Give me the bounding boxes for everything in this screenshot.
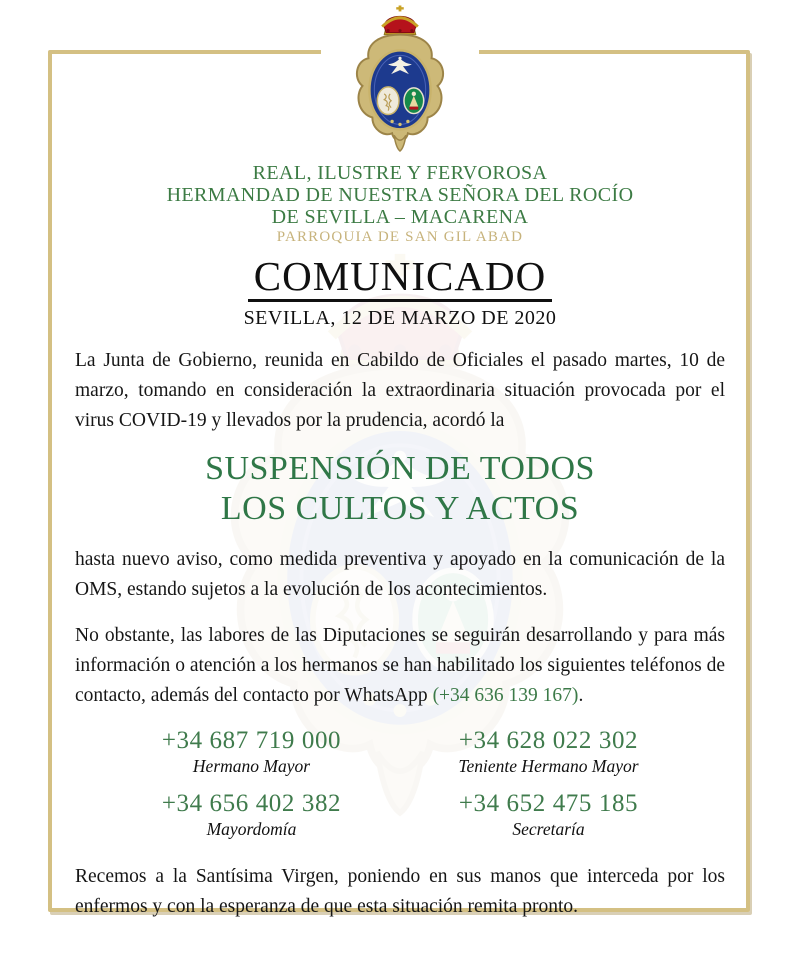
contact-teniente-hermano-mayor bbox=[407, 727, 690, 777]
contact-hermano-mayor bbox=[110, 727, 393, 777]
paragraph-contact-prefix: No obstante, las labores de las Diputaciones se seguirán desarrollando y para más información o atención a los hermanos se han habilitado los siguientes teléfonos de contacto, además del contacto por WhatsApp bbox=[75, 625, 725, 706]
contact-secretaria bbox=[407, 790, 690, 840]
phone-role-label: Secretaría bbox=[512, 819, 585, 839]
organization-header bbox=[0, 162, 800, 247]
org-name-line2: HERMANDAD DE NUESTRA SEÑORA DEL ROCÍO bbox=[166, 184, 634, 206]
phone-role-label: Hermano Mayor bbox=[192, 756, 311, 776]
phone-number: +34 628 022 302 bbox=[458, 727, 639, 754]
page-title-text: COMUNICADO bbox=[248, 254, 552, 302]
phone-number: +34 652 475 185 bbox=[458, 790, 639, 817]
parish-subtitle: PARROQUIA DE SAN GIL ABAD bbox=[276, 229, 524, 245]
brotherhood-crest-icon bbox=[321, 5, 479, 155]
contact-phone-grid bbox=[110, 727, 690, 840]
contact-mayordomia bbox=[110, 790, 393, 840]
paragraph-contact-info bbox=[75, 621, 725, 711]
whatsapp-phone-number: (+34 636 139 167) bbox=[432, 685, 579, 706]
suspension-headline bbox=[0, 449, 800, 529]
phone-number: +34 687 719 000 bbox=[161, 727, 342, 754]
phone-role-label: Mayordomía bbox=[206, 819, 297, 839]
phone-number: +34 656 402 382 bbox=[161, 790, 342, 817]
page-title bbox=[0, 254, 800, 302]
org-name-line1: REAL, ILUSTRE Y FERVOROSA bbox=[252, 162, 548, 184]
phone-role-label: Teniente Hermano Mayor bbox=[458, 756, 639, 776]
suspension-headline-line2: LOS CULTOS Y ACTOS bbox=[220, 490, 580, 527]
paragraph-closing-prayer: Recemos a la Santísima Virgen, poniendo en sus manos que interceda por los enfermos y con la esperanza de que esta situación remita pronto. bbox=[75, 866, 725, 917]
paragraph-contact-suffix: . bbox=[578, 685, 584, 706]
org-name-line3: DE SEVILLA – MACARENA bbox=[271, 206, 529, 228]
suspension-headline-line1: SUSPENSIÓN DE TODOS bbox=[205, 450, 595, 487]
dateline: SEVILLA, 12 DE MARZO DE 2020 bbox=[243, 307, 557, 329]
paragraph-until-notice: hasta nuevo aviso, como medida preventiva y apoyado en la comunicación de la OMS, estando sujetos a la evolución de los acontecimientos. bbox=[75, 549, 725, 600]
paragraph-intro: La Junta de Gobierno, reunida en Cabildo de Oficiales el pasado martes, 10 de marzo, tomando en consideración la extraordinaria situación provocada por el virus COVID-19 y llevados por la prudencia, acordó la bbox=[75, 350, 725, 431]
